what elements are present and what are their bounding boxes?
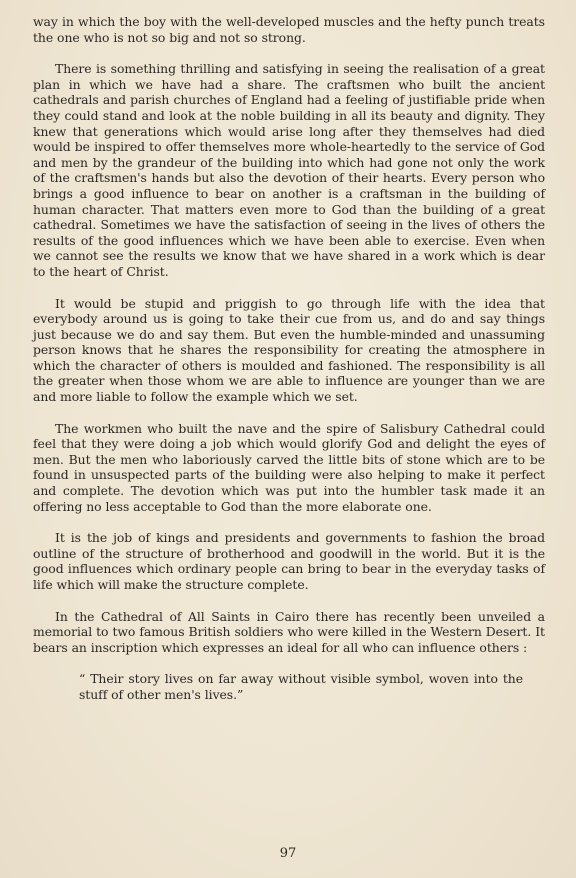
page-number: 97: [279, 846, 297, 861]
paragraph-cairo: In the Cathedral of All Saints in Cairo there has recently been unveiled a memorial to two famous British soldiers who were killed in the Western Desert. It bears an inscription which expresses an ideal for all who can influence others :: [33, 608, 545, 655]
inscription-quote: “ Their story lives on far away without visible symbol, woven into the stuff of other men's lives.”: [79, 671, 523, 702]
paragraph-salisbury: The workmen who built the nave and the spire of Salisbury Cathedral could feel that they were doing a job which would glorify God and delight the eyes of men. But the men who laboriously carved the little bits of stone which are to be found in unsuspected parts of the building were also helping to make it perfect and complete. The devotion which was put into the humbler task made it an offering no less acceptable to God than the more elaborate one.: [33, 420, 545, 514]
body-text: [33, 14, 545, 719]
paragraph-craftsmen: There is something thrilling and satisfying in seeing the realisation of a great plan in which we have had a share. The craftsmen who built the ancient cathedrals and parish churches of England had a feeling of justifiable pride when they could stand and look at the noble building in all its beauty and dignity. They knew that generations which would arise long after they themselves had died would be inspired to offer themselves more whole-heartedly to the service of God and men by the grandeur of the building into which had gone not only the work of the craftsmen's hands but also the devotion of their hearts. Every person who brings a good influence to bear on another is a craftsman in the building of human character. That matters even more to God than the building of a great cathedral. Sometimes we have the satisfaction of seeing in the lives of others the results of the good influences which we have been able to exercise. Even when we cannot see the results we know that we have shared in a work which is dear to the heart of Christ.: [33, 61, 545, 279]
paragraph-responsibility: It would be stupid and priggish to go through life with the idea that everybody around us is going to take their cue from us, and do and say things just because we do and say them. But even the humble-minded and unassuming person knows that he shares the responsibility for creating the atmosphere in which the character of others is moulded and fashioned. The responsibility is all the greater when those whom we are able to influence are younger than we are and more liable to follow the example which we set.: [33, 295, 545, 405]
paragraph-kings: It is the job of kings and presidents and governments to fashion the broad outline of the structure of brotherhood and goodwill in the world. But it is the good influences which ordinary people can bring to bear in the everyday tasks of life which will make the structure complete.: [33, 530, 545, 592]
paragraph-continued: way in which the boy with the well-developed muscles and the hefty punch treats the one who is not so big and not so strong.: [33, 14, 545, 45]
